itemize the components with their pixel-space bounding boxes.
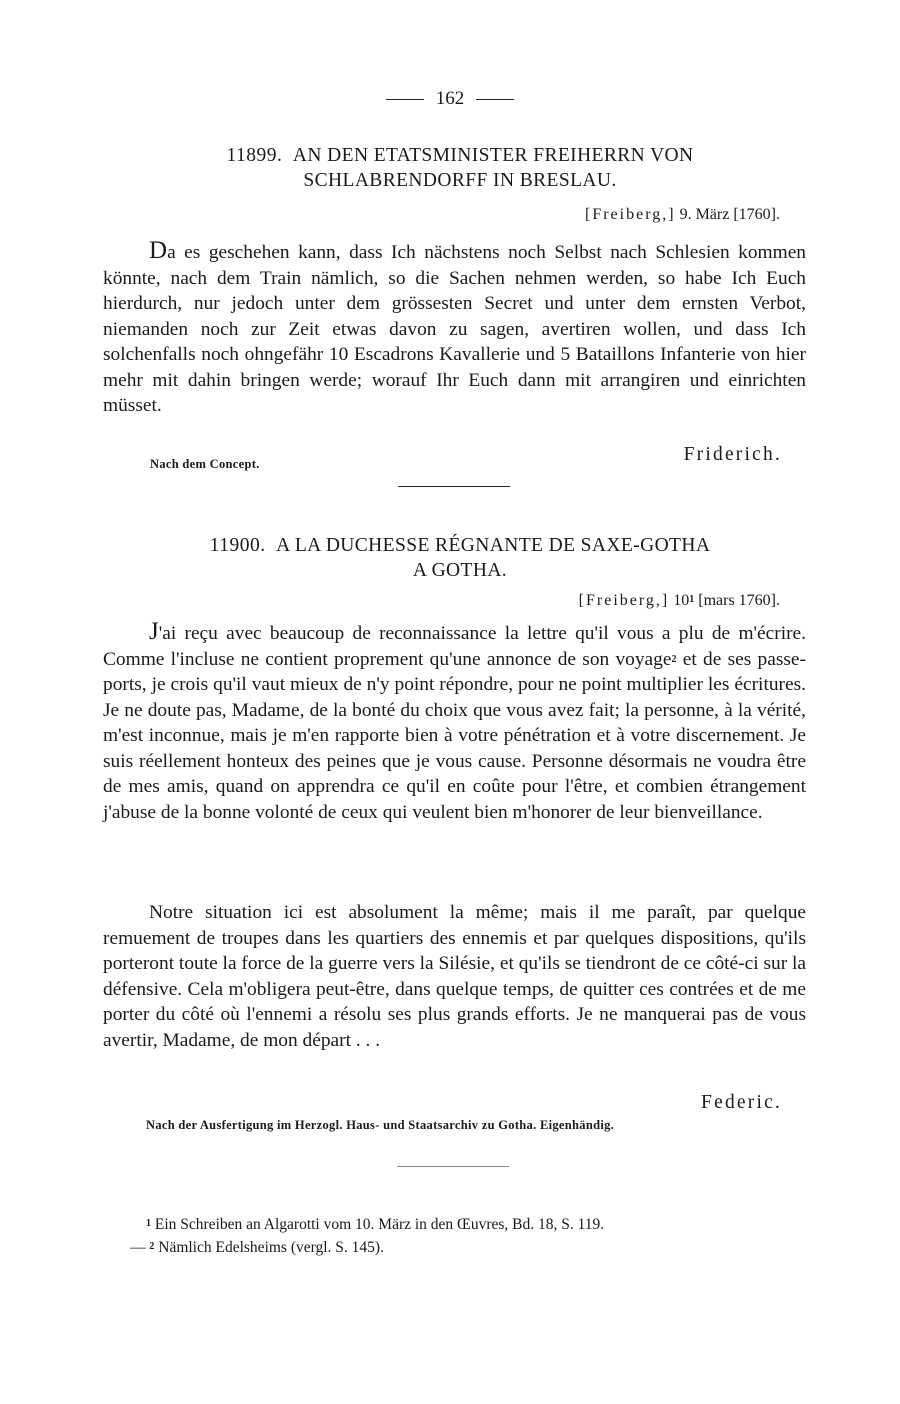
- page-number: [0, 88, 900, 110]
- letter-1-signature: Friderich.: [683, 444, 782, 465]
- letter-2-date-rest: [mars 1760].: [698, 592, 780, 609]
- footnote-1: [128, 1213, 808, 1236]
- letter-1-source-note: Nach dem Concept.: [150, 457, 260, 471]
- letter-2-heading: [120, 533, 800, 583]
- letter-1-heading: [120, 143, 800, 193]
- footnote-2: [128, 1236, 808, 1259]
- letter-1-body-text: a es geschehen kann, dass Ich nächstens noch Selbst nach Schlesien kommen könnte, nach dem Train nämlich, so die Sachen nehmen werden, so habe Ich Euch hierdurch, nur jedoch unter dem grössesten Secret und unter dem ernsten Verbot, niemanden noch zur Zeit etwas davon zu sagen, avertiren wollen, und dass Ich solchenfalls noch ohngefähr 10 Escadrons Kavallerie und 5 Bataillons Infanterie von hier mehr mit dahin bringen werde; worauf Ihr Euch dann mit arrangiren und einrichten müsset.: [103, 242, 806, 416]
- letter-1-date-place: [Freiberg,]: [585, 206, 676, 223]
- letter-2-source-note: Nach der Ausfertigung im Herzogl. Haus- und Staatsarchiv zu Gotha. Eigenhändig.: [146, 1118, 615, 1132]
- letter-1-number: 11899.: [226, 145, 283, 166]
- letter-2-body-p1-part-a: 'ai reçu avec beaucoup de reconnaissance la lettre qu'il vous a plu de m'écrire. Comme l'incluse ne contient proprement qu'une annonce de son voyage: [103, 623, 806, 670]
- page-number-dash-left: [386, 99, 424, 100]
- letter-1-dateline: [585, 206, 780, 224]
- section-divider: [398, 486, 510, 487]
- letter-1-heading-line2: SCHLABRENDORFF IN BRESLAU.: [303, 170, 617, 191]
- letter-2-signature: Federic.: [701, 1092, 782, 1113]
- letter-1-initial: D: [149, 237, 168, 264]
- letter-2-date-day: 10: [673, 592, 690, 609]
- footnote-2-dash: —: [130, 1239, 146, 1256]
- letter-2-date-footnote-mark: 1: [689, 594, 695, 605]
- letter-2-dateline: [579, 592, 780, 610]
- letter-2-number: 11900.: [209, 535, 266, 556]
- letter-2-initial: J: [149, 618, 159, 645]
- footnote-1-text: Ein Schreiben an Algarotti vom 10. März in den Œuvres, Bd. 18, S. 119.: [154, 1216, 605, 1233]
- letter-2-heading-line1: A LA DUCHESSE RÉGNANTE DE SAXE-GOTHA: [276, 535, 711, 556]
- page-number-text: 162: [435, 88, 465, 109]
- letter-2-date-place: [Freiberg,]: [578, 592, 670, 609]
- footnote-2-text: Nämlich Edelsheims (vergl. S. 145).: [158, 1239, 384, 1256]
- page-number-dash-right: [476, 99, 514, 100]
- footnotes: [128, 1213, 808, 1259]
- letter-2-heading-line2: A GOTHA.: [412, 560, 508, 581]
- letter-2-body-p1-part-b: et de ses passe-ports, je crois qu'il vaut mieux de n'y point répondre, pour ne point multiplier les écritures. Je ne doute pas, Madame, de la bonté du choix que vous avez fait; la personne, à la vérité, m'est inconnue, mais je m'en rapporte bien à votre pénétration et à votre discernement. Je suis réellement honteux des peines que je vous cause. Personne désormais ne voudra être de mes amis, quand on apprendra ce qu'il en coûte pour l'être, et combien étrangement j'abuse de la bonne volonté de ceux qui veulent bien m'honorer de leur bienveillance.: [103, 648, 806, 823]
- letter-1-date: 9. März [1760].: [679, 206, 780, 223]
- letter-2-footnote-mark-2: 2: [671, 653, 677, 665]
- footnote-2-mark: 2: [149, 1241, 155, 1252]
- letter-1-heading-line1: AN DEN ETATSMINISTER FREIHERRN VON: [292, 145, 694, 166]
- footnote-1-mark: 1: [146, 1218, 151, 1229]
- footnote-divider: [397, 1166, 509, 1167]
- letter-2-body-paragraph-1: [103, 619, 806, 825]
- letter-2-body-paragraph-2: Notre situation ici est absolument la même; mais il me paraît, par quelque remuement de troupes dans les quartiers des ennemis et par quelques dispositions, qu'ils porteront toute la force de la guerre vers la Silésie, et qu'ils se tiendront de ce côté-ci sur la défensive. Cela m'obligera peut-être, dans quelque temps, de quitter ces contrées et de me porter du côté où l'ennemi a résolu ses plus grands efforts. Je ne manquerai pas de vous avertir, Madame, de mon départ . . .: [103, 902, 806, 1051]
- letter-1-body: [103, 238, 806, 419]
